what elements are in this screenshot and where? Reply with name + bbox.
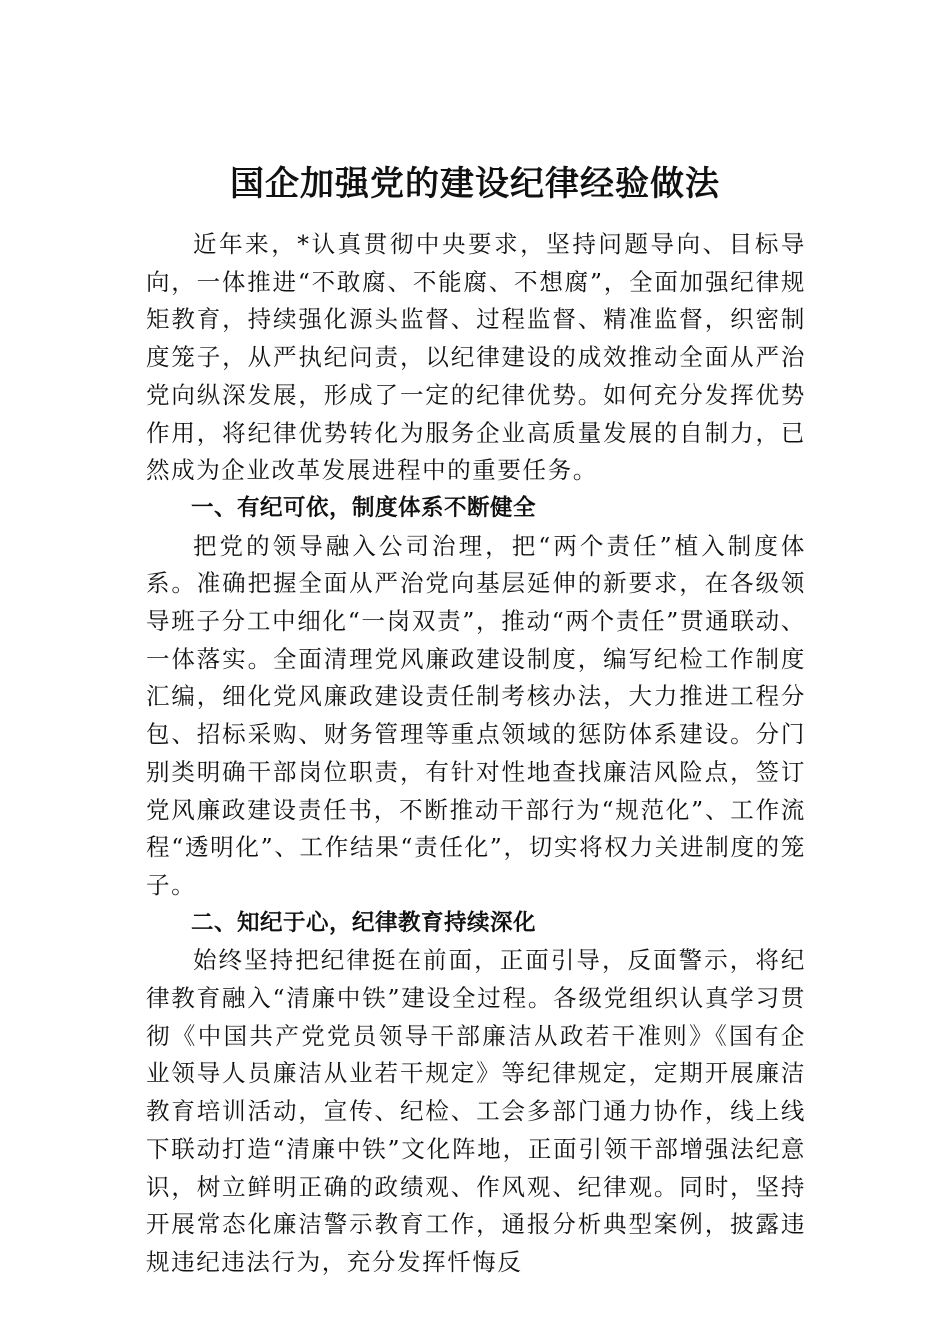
document-body xyxy=(146,226,806,1282)
section-paragraph-2: 始终坚持把纪律挺在前面，正面引导，反面警示，将纪律教育融入“清廉中铁”建设全过程。各级党组织认真学习贯彻《中国共产党党员领导干部廉洁从政若干准则》《国有企业领导人员廉洁从业若干规定》等纪律规定，定期开展廉洁教育培训活动，宣传、纪检、工会多部门通力协作，线上线下联动打造“清廉中铁”文化阵地，正面引领干部增强法纪意识，树立鲜明正确的政绩观、作风观、纪律观。同时，坚持开展常态化廉洁警示教育工作，通报分析典型案例，披露违规违纪违法行为，充分发挥忏悔反 xyxy=(146,946,806,1276)
document-title: 国企加强党的建设纪律经验做法 xyxy=(230,164,720,204)
section-paragraph-1: 把党的领导融入公司治理，把“两个责任”植入制度体系。准确把握全面从严治党向基层延伸的新要求，在各级领导班子分工中细化“一岗双责”，推动“两个责任”贯通联动、一体落实。全面清理党风廉政建设制度，编写纪检工作制度汇编，细化党风廉政建设责任制考核办法，大力推进工程分包、招标采购、财务管理等重点领域的惩防体系建设。分门别类明确干部岗位职责，有针对性地查找廉洁风险点，签订党风廉政建设责任书，不断推动干部行为“规范化”、工作流程“透明化”、工作结果“责任化”，切实将权力关进制度的笼子。 xyxy=(146,531,806,899)
section-heading-1: 一、有纪可依，制度体系不断健全 xyxy=(191,494,537,521)
intro-paragraph: 近年来，*认真贯彻中央要求，坚持问题导向、目标导向，一体推进“不敢腐、不能腐、不想腐”，全面加强纪律规矩教育，持续强化源头监督、过程监督、精准监督，织密制度笼子，从严执纪问责，以纪律建设的成效推动全面从严治党向纵深发展，形成了一定的纪律优势。如何充分发挥优势作用，将纪律优势转化为服务企业高质量发展的自制力，已然成为企业改革发展进程中的重要任务。 xyxy=(146,230,806,485)
section-heading-2: 二、知纪于心，纪律教育持续深化 xyxy=(191,909,537,936)
